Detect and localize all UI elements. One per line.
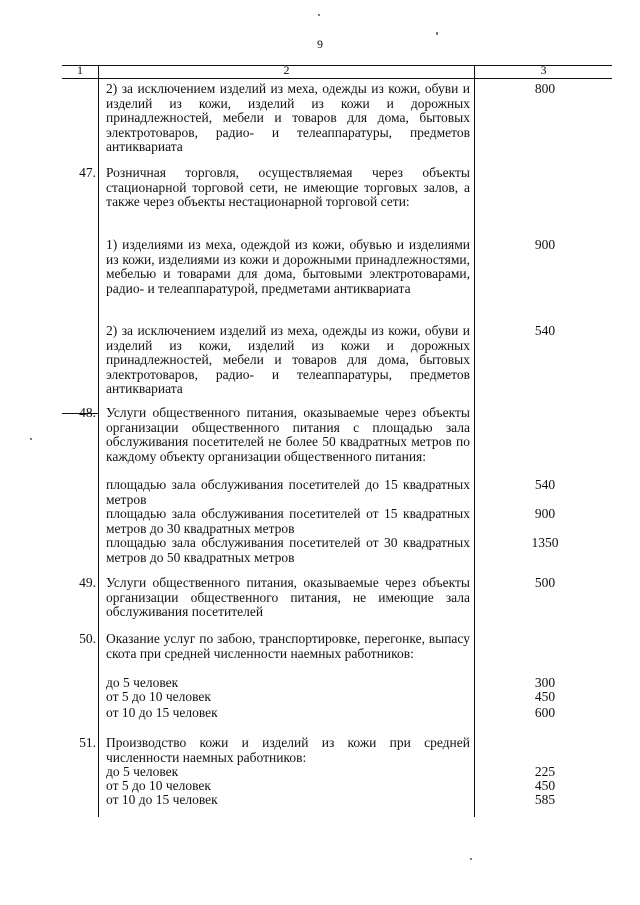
header-col-2: 2 [283, 63, 290, 77]
row-value: 540 [534, 323, 556, 338]
row-number: 51. [79, 735, 96, 750]
list-item: площадью зала обслуживания посетителей от 30 квадратных метров до 50 квадратных метров [106, 535, 470, 565]
list-item: от 5 до 10 человек [106, 689, 211, 704]
row-text: 2) за исключением изделий из меха, одежды из кожи, обуви и изделий из кожи, изделий из кожи и дорожных принадлежностей, мебели и товаров для дома, бытовых электротоваров, радио- и телеаппаратуры, предметов антиквариата [106, 81, 470, 154]
row-value: 900 [534, 237, 556, 252]
row-text: Розничная торговля, осуществляемая через объекты стационарной торговой сети, не имеющие торговых залов, а также через объекты нестационарной торговой сети: [106, 165, 470, 209]
row-value: 225 [534, 764, 556, 779]
row-text: Услуги общественного питания, оказываемые через объекты организации общественного питания с площадью зала обслуживания посетителей не более 50 квадратных метров по каждому объекту организации общественного питания: [106, 405, 470, 464]
row-value: 900 [534, 506, 556, 521]
list-item: от 10 до 15 человек [106, 705, 218, 720]
header-col-1: 1 [77, 63, 83, 77]
scan-speck [30, 438, 32, 440]
header-bottom-border [62, 78, 612, 79]
page-number: 9 [317, 37, 323, 51]
row-value: 800 [534, 81, 556, 96]
row-value: 450 [534, 689, 556, 704]
list-item: до 5 человек [106, 764, 179, 779]
row-value: 600 [534, 705, 556, 720]
row-value: 450 [534, 778, 556, 793]
list-item: площадью зала обслуживания посетителей до 15 квадратных метров [106, 477, 470, 507]
list-item: до 5 человек [106, 675, 179, 690]
row-number: 50. [79, 631, 96, 646]
row-text: Услуги общественного питания, оказываемые через объекты организации общественного питания, не имеющие зала обслуживания посетителей [106, 575, 470, 619]
header-col-3: 3 [540, 63, 547, 77]
row-number: 49. [79, 575, 96, 590]
row-text: Оказание услуг по забою, транспортировке, перегонке, выпасу скота при средней численности наемных работников: [106, 631, 470, 661]
list-item: площадью зала обслуживания посетителей от 15 квадратных метров до 30 квадратных метров [106, 506, 470, 536]
row-value: 585 [534, 792, 556, 807]
row-value: 540 [534, 477, 556, 492]
col-divider-2 [474, 65, 475, 817]
row-text: 2) за исключением изделий из меха, одежды из кожи, обуви и изделий из кожи, изделий из кожи и дорожных принадлежностей, мебели и товаров для дома, бытовых электротоваров, радио- и телеаппаратуры, предметов антиквариата [106, 323, 470, 396]
row-text: 1) изделиями из меха, одеждой из кожи, обувью и изделиями из кожи, изделиями из кожи и дорожными принадлежностями, мебелью и товарами для дома, бытовыми электротоварами, радио- и телеаппаратурой, предметами антиквариата [106, 237, 470, 296]
row-text: Производство кожи и изделий из кожи при средней численности наемных работников: [106, 735, 470, 765]
list-item: от 10 до 15 человек [106, 792, 218, 807]
row-number: 48. [79, 405, 96, 420]
row-number: 47. [79, 165, 96, 180]
list-item: от 5 до 10 человек [106, 778, 211, 793]
col-divider-1 [98, 65, 99, 817]
scan-speck [470, 858, 472, 860]
row-value: 300 [534, 675, 556, 690]
row-value: 1350 [531, 535, 559, 550]
scan-speck [318, 14, 320, 16]
scan-speck [436, 32, 438, 35]
row-value: 500 [534, 575, 556, 590]
